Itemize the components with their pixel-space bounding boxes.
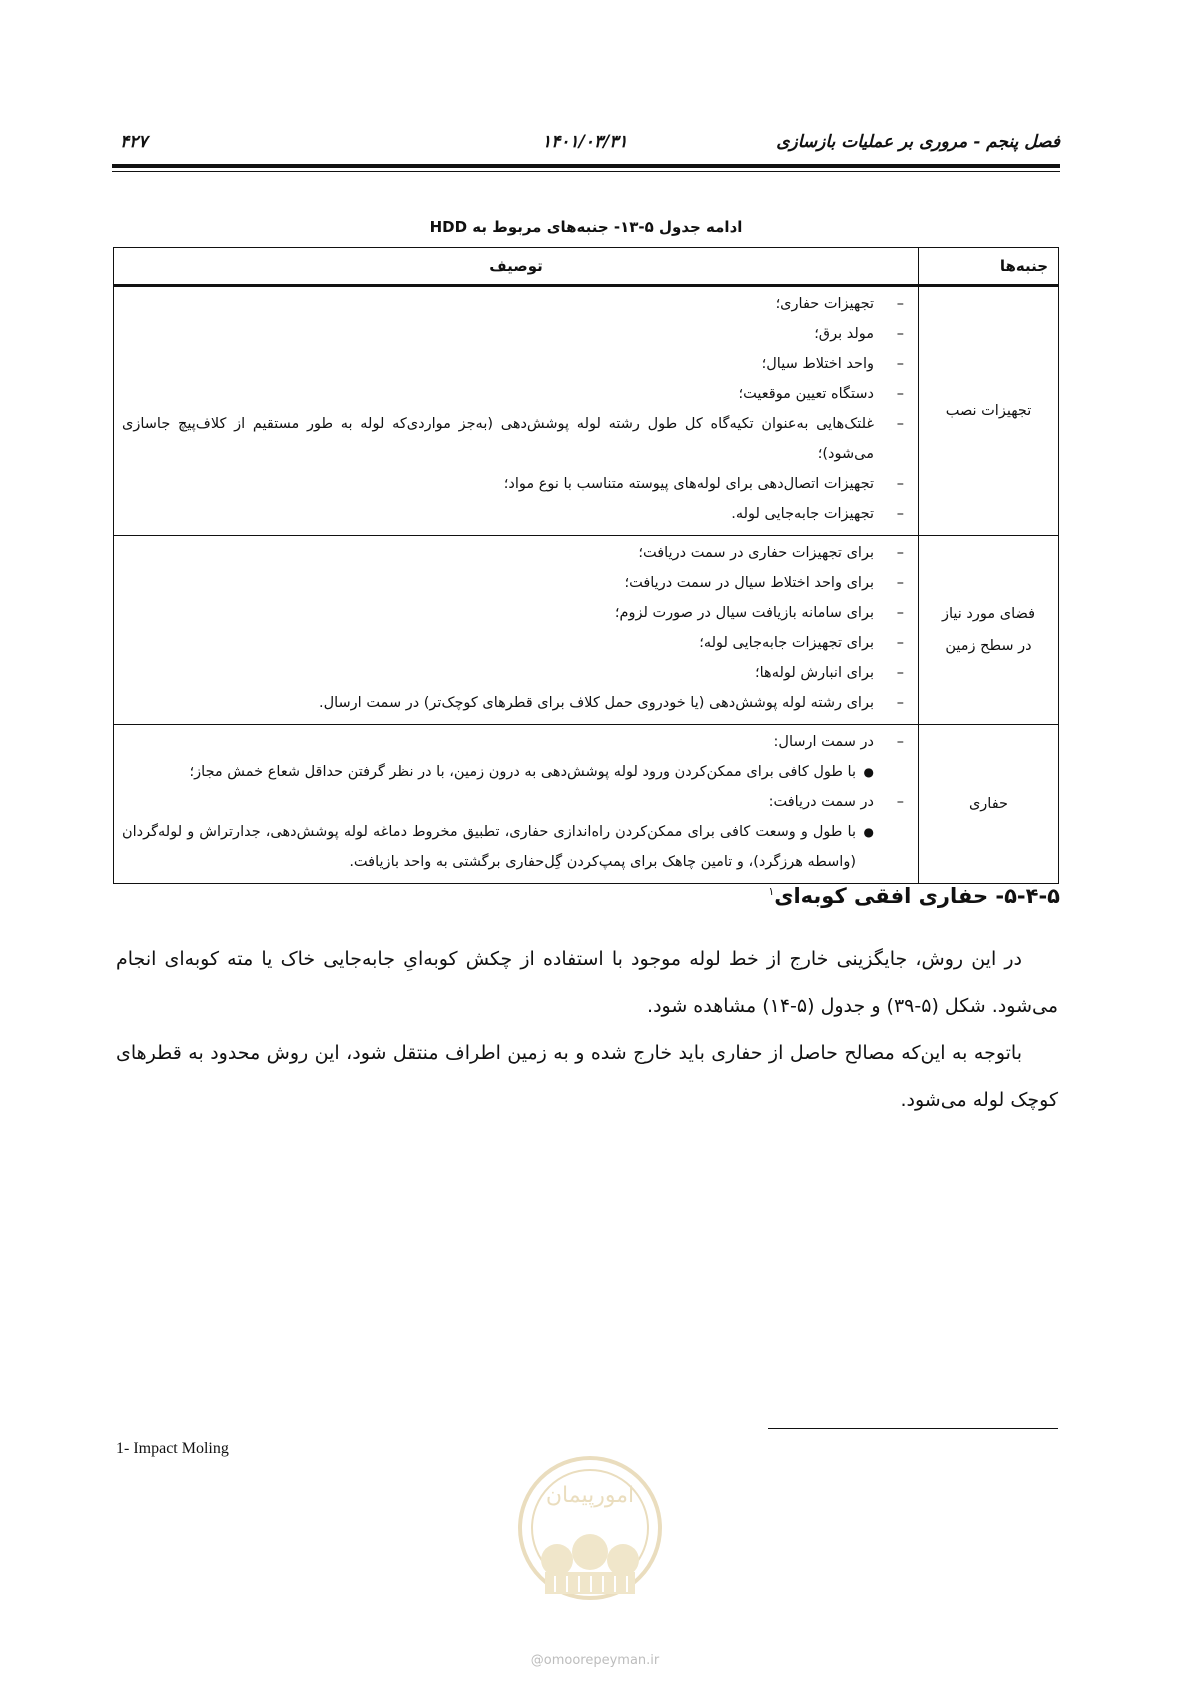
- dash-icon: –: [896, 695, 904, 711]
- list-item-text: برای تجهیزات حفاری در سمت دریافت؛: [638, 545, 874, 561]
- bullet-item: [122, 817, 874, 877]
- dash-icon: –: [896, 476, 904, 492]
- watermark-logo-text: امورپیمان: [545, 1483, 635, 1508]
- dash-icon: –: [896, 545, 904, 561]
- page-header: [112, 128, 1060, 158]
- list-item: [122, 787, 904, 817]
- bullet-icon: ●: [863, 825, 874, 839]
- description-cell: [114, 725, 919, 884]
- paragraph: باتوجه به این‌که مصالح حاصل از حفاری باید خارج شده و به زمین اطراف منتقل شود، این روش محدود به قطرهای کوچک لوله می‌شود.: [116, 1042, 1058, 1111]
- paragraph: در این روش، جایگزینی خارج از خط لوله موجود با استفاده از چکش کوبه‌ایِ جابه‌جایی خاک یا مته کوبه‌ای انجام می‌شود. شکل (۵-۳۹) و جدول (۵-۱۴) مشاهده شود.: [116, 948, 1058, 1017]
- list-item-text: تجهیزات جابه‌جایی لوله.: [731, 506, 874, 522]
- dash-icon: –: [896, 605, 904, 621]
- aspects-table: [113, 247, 1059, 884]
- list-item-text: دستگاه تعیین موقعیت؛: [738, 386, 874, 402]
- list-item-text: برای واحد اختلاط سیال در سمت دریافت؛: [624, 575, 874, 591]
- list-item: [122, 349, 904, 379]
- dash-icon: –: [896, 794, 904, 810]
- dash-icon: –: [896, 296, 904, 312]
- page-number: ۴۲۷: [120, 132, 148, 152]
- footnote-divider: [768, 1428, 1058, 1429]
- dash-icon: –: [896, 326, 904, 342]
- list-item: [122, 568, 904, 598]
- list-item-text: تجهیزات حفاری؛: [775, 296, 874, 312]
- table-row: [114, 286, 1059, 536]
- list-item-text: واحد اختلاط سیال؛: [761, 356, 874, 372]
- section-heading-text: ۵-۴-۵- حفاری افقی کوبه‌ای: [774, 884, 1060, 908]
- table-row: [114, 725, 1059, 884]
- body-text: [116, 936, 1058, 1124]
- header-rule-thick: [112, 164, 1060, 168]
- column-header-aspect: جنبه‌ها: [919, 248, 1059, 286]
- description-cell: [114, 536, 919, 725]
- table-row: [114, 536, 1059, 725]
- list-item: [122, 658, 904, 688]
- aspect-line: فضای مورد نیاز: [941, 606, 1036, 622]
- list-item: [122, 598, 904, 628]
- section-heading: [768, 884, 1060, 908]
- list-item-text: مولد برق؛: [814, 326, 874, 342]
- table-header-row: [114, 248, 1059, 286]
- list-item: [122, 628, 904, 658]
- watermark-url: @omoorepeyman.ir: [530, 1653, 660, 1668]
- list-item: [122, 727, 904, 757]
- bullet-icon: ●: [863, 765, 874, 779]
- list-item: [122, 499, 904, 529]
- chapter-title: فصل پنجم - مروری بر عملیات بازسازی: [776, 132, 1060, 152]
- list-item: [122, 289, 904, 319]
- dash-icon: –: [896, 356, 904, 372]
- description-cell: [114, 286, 919, 536]
- header-date: ۱۴۰۱/۰۳/۳۱: [542, 132, 628, 152]
- aspect-line: در سطح زمین: [945, 638, 1032, 654]
- list-item: [122, 409, 904, 469]
- column-header-description: توصیف: [114, 248, 919, 286]
- list-item: [122, 379, 904, 409]
- list-item-text: در سمت ارسال:: [773, 734, 874, 750]
- dash-icon: –: [896, 506, 904, 522]
- list-item-text: غلتک‌هایی به‌عنوان تکیه‌گاه کل طول رشته لوله پوشش‌دهی (به‌جز مواردی‌که لوله به طور مستقیم از کلاف‌پیچ جاسازی می‌شود)؛: [122, 416, 874, 462]
- aspect-cell: [919, 536, 1059, 725]
- list-item-text: برای انبارش لوله‌ها؛: [755, 665, 874, 681]
- list-item: [122, 469, 904, 499]
- list-item-text: برای سامانه بازیافت سیال در صورت لزوم؛: [614, 605, 874, 621]
- bullet-item-text: با طول و وسعت کافی برای ممکن‌کردن راه‌اندازی حفاری، تطبیق مخروط دماغه لوله پوشش‌دهی، جدارتراش و لوله‌گردان (واسطه هرزگرد)، و تامین چاهک برای پمپ‌کردن گِل‌حفاری برگشتی به واحد بازیافت.: [122, 824, 856, 870]
- dash-icon: –: [896, 416, 904, 432]
- bullet-item-text: با طول کافی برای ممکن‌کردن ورود لوله پوشش‌دهی به درون زمین، با در نظر گرفتن حداقل شعاع خمش مجاز؛: [189, 764, 856, 780]
- dash-icon: –: [896, 734, 904, 750]
- aspect-cell: حفاری: [919, 725, 1059, 884]
- dash-icon: –: [896, 635, 904, 651]
- header-rule-thin: [112, 171, 1060, 172]
- aspect-cell: تجهیزات نصب: [919, 286, 1059, 536]
- dash-icon: –: [896, 386, 904, 402]
- list-item: [122, 688, 904, 718]
- list-item-text: برای تجهیزات جابه‌جایی لوله؛: [699, 635, 874, 651]
- footnote-marker[interactable]: ۱: [768, 885, 775, 898]
- dash-icon: –: [896, 665, 904, 681]
- watermark-logo-icon: [505, 1440, 675, 1640]
- table-caption: ادامه جدول ۵-۱۳- جنبه‌های مربوط به HDD: [429, 218, 743, 236]
- dash-icon: –: [896, 575, 904, 591]
- bullet-item: [122, 757, 874, 787]
- list-item-text: برای رشته لوله پوشش‌دهی (یا خودروی حمل کلاف برای قطرهای کوچک‌تر) در سمت ارسال.: [318, 695, 874, 711]
- footnote: 1- Impact Moling: [116, 1440, 229, 1457]
- list-item-text: تجهیزات اتصال‌دهی برای لوله‌های پیوسته متناسب با نوع مواد؛: [503, 476, 874, 492]
- list-item: [122, 319, 904, 349]
- list-item-text: در سمت دریافت:: [768, 794, 874, 810]
- list-item: [122, 538, 904, 568]
